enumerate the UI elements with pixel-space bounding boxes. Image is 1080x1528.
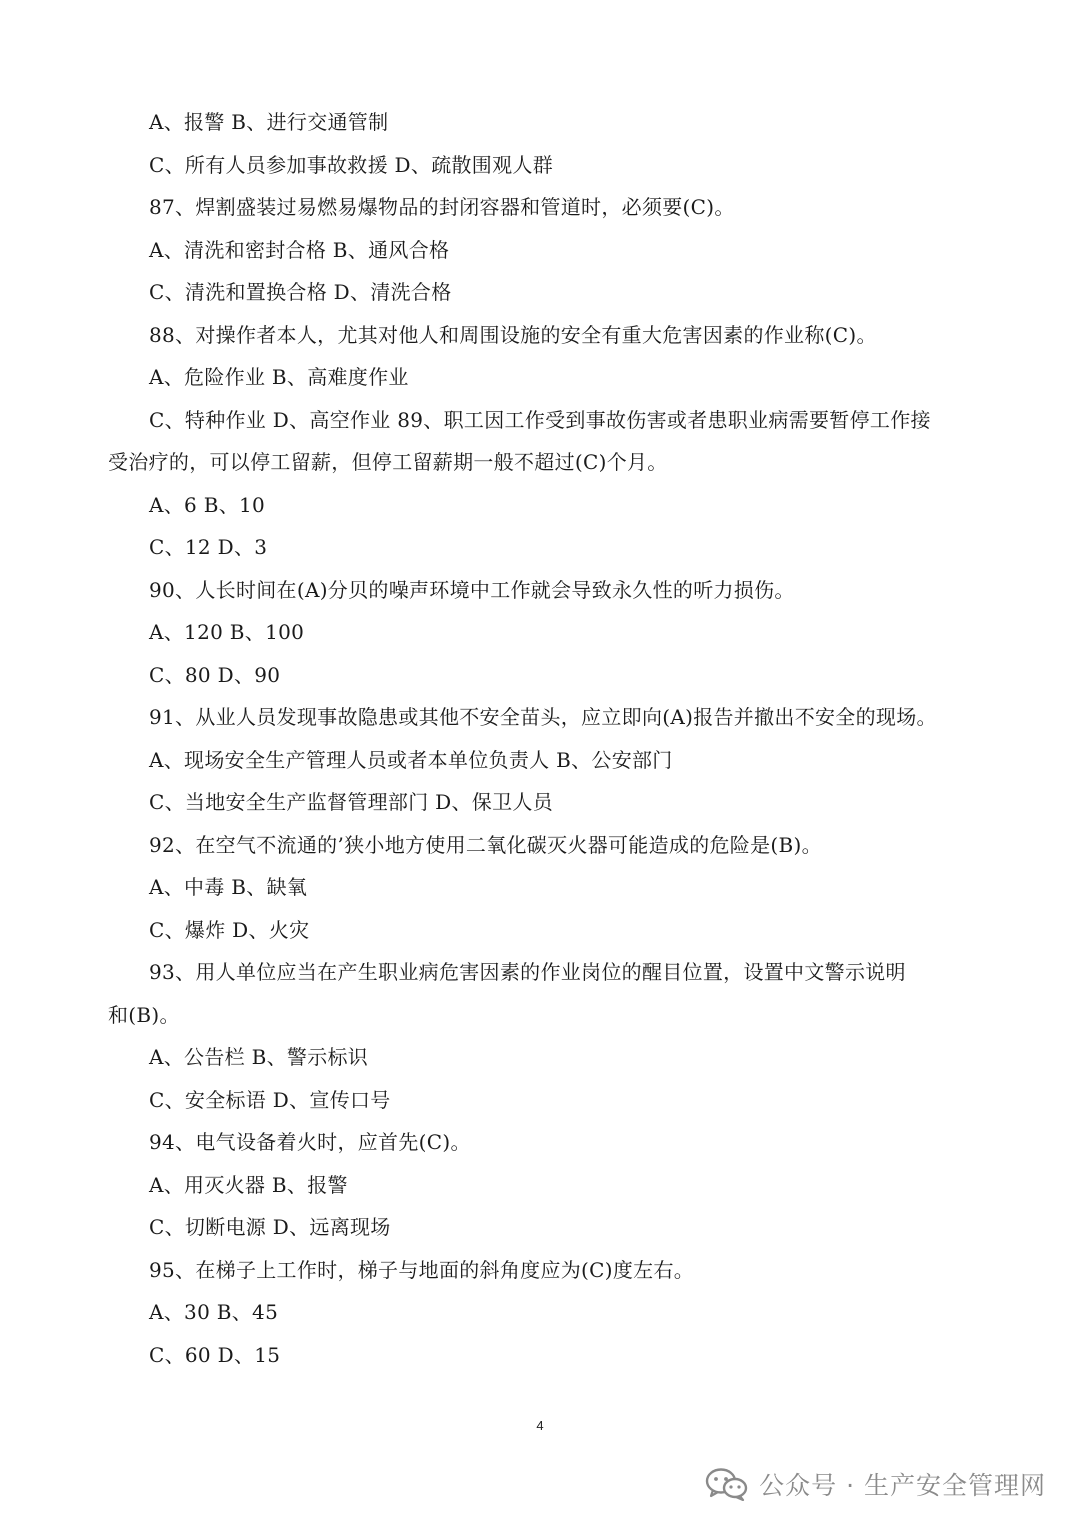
text-line: 92、在空气不流通的’狭小地方使用二氧化碳灭火器可能造成的危险是(B)。 — [149, 832, 822, 857]
document-body — [108, 101, 974, 1376]
watermark — [705, 1462, 1046, 1506]
text-line: 受治疗的，可以停工留薪，但停工留薪期一般不超过(C)个月。 — [108, 450, 668, 474]
text-line: A、30 B、45 — [149, 1300, 279, 1324]
text-line: 91、从业人员发现事故隐患或其他不安全苗头，应立即向(A)报告并撤出不安全的现场。 — [149, 705, 937, 729]
text-line: C、当地安全生产监督管理部门 D、保卫人员 — [149, 790, 553, 814]
text-line: A、6 B、10 — [149, 492, 266, 517]
text-line: C、爆炸 D、火灾 — [149, 917, 310, 942]
text-line: 90、人长时间在(A)分贝的噪声环境中工作就会导致永久性的听力损伤。 — [149, 577, 795, 602]
text-line: C、80 D、90 — [149, 662, 281, 687]
text-line: C、12 D、3 — [149, 535, 268, 559]
text-line: 和(B)。 — [108, 1002, 180, 1027]
text-line: 93、用人单位应当在产生职业病危害因素的作业岗位的醒目位置，设置中文警示说明 — [149, 960, 906, 984]
text-line: C、安全标语 D、宣传口号 — [149, 1087, 391, 1112]
text-line: C、切断电源 D、远离现场 — [149, 1215, 391, 1239]
watermark-text: 公众号 · 生产安全管理网 — [759, 1471, 1046, 1500]
text-line: A、报警 B、进行交通管制 — [149, 110, 389, 134]
text-line: C、60 D、15 — [149, 1342, 281, 1367]
text-line: A、120 B、100 — [149, 620, 305, 644]
text-line: A、中毒 B、缺氧 — [149, 875, 308, 899]
text-line: C、所有人员参加事故救援 D、疏散围观人群 — [149, 152, 553, 177]
text-line: A、危险作业 B、高难度作业 — [149, 365, 409, 389]
text-line: 94、电气设备着火时，应首先(C)。 — [149, 1130, 471, 1154]
wechat-icon — [705, 1467, 749, 1501]
text-line: A、公告栏 B、警示标识 — [149, 1045, 369, 1069]
text-line: A、用灭火器 B、报警 — [149, 1172, 348, 1197]
text-line: 87、焊割盛装过易燃易爆物品的封闭容器和管道时，必须要(C)。 — [149, 195, 735, 219]
text-line: A、清洗和密封合格 B、通风合格 — [149, 237, 450, 262]
text-line: C、特种作业 D、高空作业 89、职工因工作受到事故伤害或者患职业病需要暂停工作接 — [149, 407, 931, 432]
text-line: C、清洗和置换合格 D、清洗合格 — [149, 280, 452, 304]
text-line: A、现场安全生产管理人员或者本单位负责人 B、公安部门 — [149, 747, 673, 772]
text-line: 95、在梯子上工作时，梯子与地面的斜角度应为(C)度左右。 — [149, 1257, 695, 1282]
page-number: 4 — [536, 1418, 544, 1433]
text-line: 88、对操作者本人，尤其对他人和周围设施的安全有重大危害因素的作业称(C)。 — [149, 322, 877, 347]
